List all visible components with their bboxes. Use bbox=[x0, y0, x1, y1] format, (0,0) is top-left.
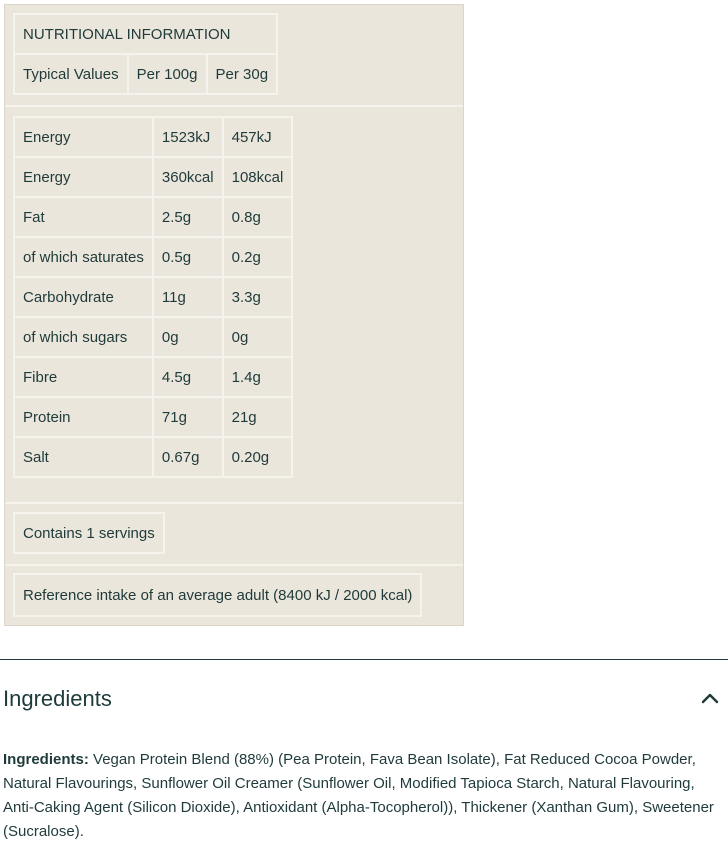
nutrition-panel bbox=[4, 4, 464, 626]
value-per-30g: 0.8g bbox=[223, 197, 293, 237]
nutrient-label: Energy bbox=[14, 157, 153, 197]
value-per-100g: 0.5g bbox=[153, 237, 223, 277]
value-per-30g: 108kcal bbox=[223, 157, 293, 197]
value-per-100g: 360kcal bbox=[153, 157, 223, 197]
ingredients-text-block bbox=[3, 748, 728, 844]
section-separator bbox=[5, 564, 463, 566]
value-per-100g: 11g bbox=[153, 277, 223, 317]
nutrient-label: Energy bbox=[14, 117, 153, 157]
value-per-100g: 0.67g bbox=[153, 437, 223, 477]
nutrient-label: Fibre bbox=[14, 357, 153, 397]
section-separator bbox=[5, 502, 463, 504]
value-per-100g: 1523kJ bbox=[153, 117, 223, 157]
table-row bbox=[14, 237, 292, 277]
table-row bbox=[14, 277, 292, 317]
table-row bbox=[14, 117, 292, 157]
nutrient-label: Fat bbox=[14, 197, 153, 237]
servings-note: Contains 1 servings bbox=[13, 512, 165, 554]
value-per-30g: 457kJ bbox=[223, 117, 293, 157]
nutrient-label: Salt bbox=[14, 437, 153, 477]
table-row bbox=[14, 437, 292, 477]
ingredients-list: Vegan Protein Blend (88%) (Pea Protein, Fava Bean Isolate), Fat Reduced Cocoa Powder, Natural Flavourings, Sunflower Oil Creamer (Sunflower Oil, Modified Tapioca Starch, Natural Flavouring, Anti-Caking Agent (Silicon Dioxide), Antioxidant (Alpha-Tocopherol)), Thickener (Xanthan Gum), Sweetener (Sucralose). bbox=[3, 751, 714, 840]
value-per-30g: 0.20g bbox=[223, 437, 293, 477]
nutrition-values-table bbox=[13, 116, 293, 478]
table-row bbox=[14, 197, 292, 237]
nutrient-label: of which saturates bbox=[14, 237, 153, 277]
value-per-100g: 2.5g bbox=[153, 197, 223, 237]
value-per-30g: 3.3g bbox=[223, 277, 293, 317]
table-row bbox=[14, 397, 292, 437]
value-per-30g: 1.4g bbox=[223, 357, 293, 397]
section-separator bbox=[5, 105, 463, 107]
nutrient-label: Protein bbox=[14, 397, 153, 437]
table-row bbox=[14, 157, 292, 197]
value-per-30g: 0g bbox=[223, 317, 293, 357]
chevron-up-icon[interactable] bbox=[700, 690, 720, 706]
header-typical-values: Typical Values bbox=[14, 54, 128, 94]
value-per-30g: 0.2g bbox=[223, 237, 293, 277]
nutrient-label: Carbohydrate bbox=[14, 277, 153, 317]
reference-intake-note: Reference intake of an average adult (8400 kJ / 2000 kcal) bbox=[13, 573, 422, 617]
value-per-100g: 4.5g bbox=[153, 357, 223, 397]
value-per-100g: 71g bbox=[153, 397, 223, 437]
ingredients-label: Ingredients: bbox=[3, 751, 89, 768]
ingredients-heading[interactable]: Ingredients bbox=[3, 686, 112, 711]
header-per-30g: Per 30g bbox=[207, 54, 278, 94]
nutrition-header-table bbox=[13, 13, 278, 95]
table-row bbox=[14, 317, 292, 357]
nutrient-label: of which sugars bbox=[14, 317, 153, 357]
section-divider bbox=[0, 659, 728, 660]
value-per-100g: 0g bbox=[153, 317, 223, 357]
value-per-30g: 21g bbox=[223, 397, 293, 437]
header-per-100g: Per 100g bbox=[128, 54, 207, 94]
table-row bbox=[14, 357, 292, 397]
nutrition-title: NUTRITIONAL INFORMATION bbox=[14, 14, 277, 54]
